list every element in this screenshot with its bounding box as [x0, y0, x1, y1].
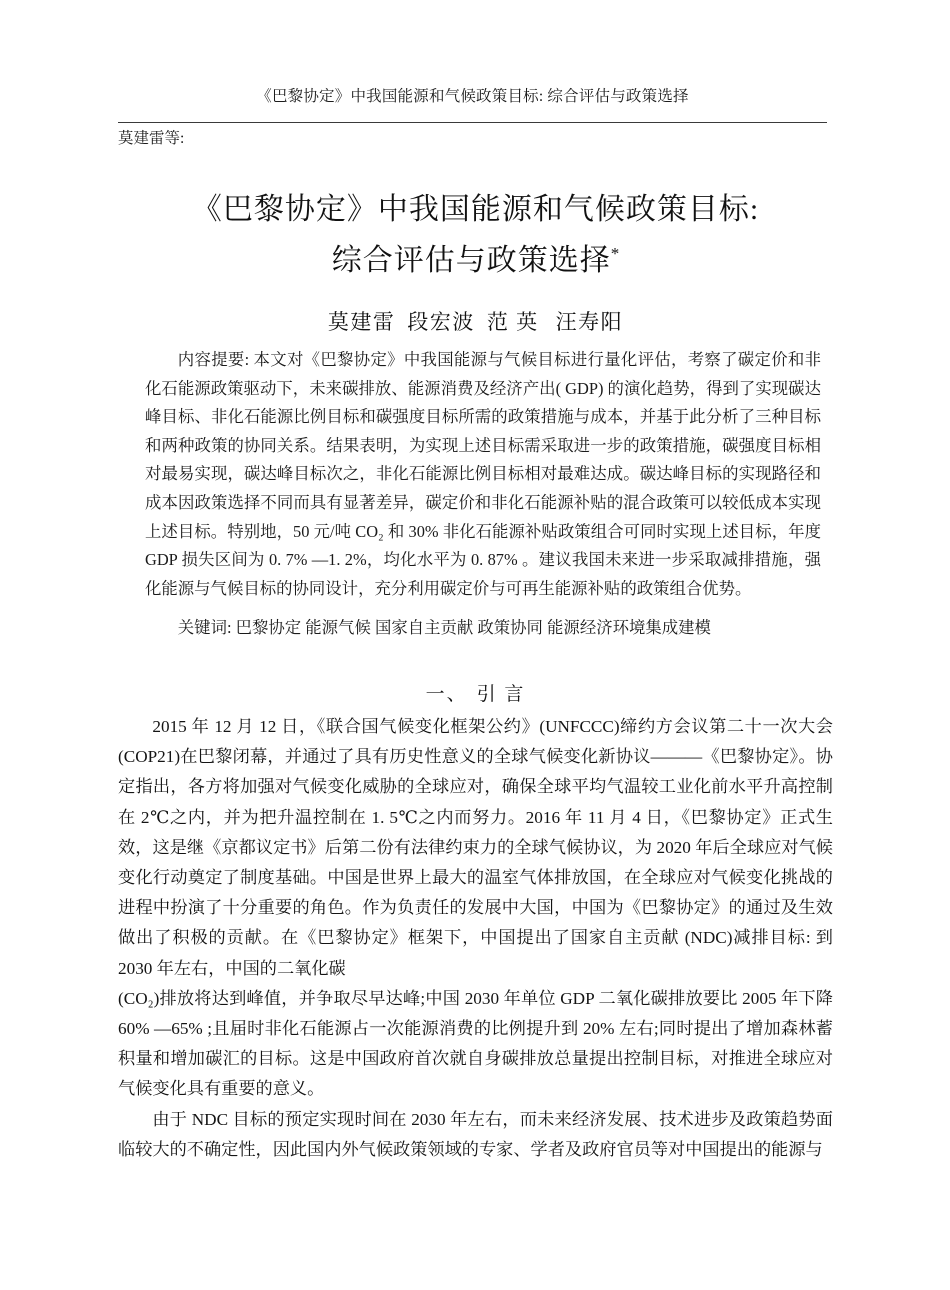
article-title-line-1: 《巴黎协定》中我国能源和气候政策目标: [191, 193, 760, 226]
section-heading-introduction [118, 679, 833, 706]
body-content [118, 712, 833, 1165]
folio-author-label: 莫建雷等: [118, 130, 185, 147]
section-heading-title: 引 言 [476, 684, 526, 705]
article-title-line-2-text: 综合评估与政策选择 [331, 244, 611, 277]
abstract-section [145, 346, 821, 603]
body-paragraph-3: 由于 NDC 目标的预定实现时间在 2030 年左右，而未来经济发展、技术进步及政策趋势面临较大的不确定性，因此国内外气候政策领域的专家、学者及政府官员等对中国提出的能源与 [118, 1109, 833, 1159]
author-2: 段宏波 [407, 310, 475, 334]
author-4: 汪寿阳 [555, 310, 624, 334]
body-paragraph-2: (CO₂)排放将达到峰值，并争取尽早达峰;中国 2030 年单位 GDP 二氧化碳排放要比 2005 年下降 60% —65% ;且届时非化石能源占一次能源消费的比例提升到 20% 左右;同时提出了增加森林蓄积量和增加碳汇的目标。这是中国政府首次就自身碳排放总量提出控制目标，对推进全球应对气候变化具有重要的意义。 [118, 988, 833, 1099]
author-3: 范 英 [486, 310, 539, 334]
keywords-line: 关键词: 巴黎协定 能源气候 国家自主贡献 政策协同 能源经济环境集成建模 [177, 618, 711, 637]
header-divider-rule [118, 122, 827, 123]
body-paragraph-1: 2015 年 12 月 12 日，《联合国气候变化框架公约》(UNFCCC)缔约方会议第二十一次大会 (COP21)在巴黎闭幕，并通过了具有历史性意义的全球气候变化新协议———《巴黎协定》。协定指出，各方将加强对气候变化威胁的全球应对，确保全球平均气温较工业化前水平升高控制在 2℃之内，并为把升温控制在 1. 5℃之内而努力。2016 年 11 月 4 日，《巴黎协定》正式生效，这是继《京都议定书》后第二份有法律约束力的全球气候协议，为 2020 年后全球应对气候变化行动奠定了制度基础。中国是世界上最大的温室气体排放国，在全球应对气候变化挑战的进程中扮演了十分重要的角色。作为负责任的发展中大国，中国为《巴黎协定》的通过及生效做出了积极的贡献。在《巴黎协定》框架下，中国提出了国家自主贡献 (NDC)减排目标: 到 2030 年左右，中国的二氧化碳 [118, 717, 833, 978]
author-list [118, 306, 833, 336]
article-title [118, 188, 833, 283]
section-heading-number: 一、 [425, 684, 468, 705]
author-1: 莫建雷 [327, 310, 396, 334]
title-footnote-marker: * [610, 244, 620, 263]
article-title-line-2 [118, 232, 833, 283]
abstract-paragraph: 内容提要: 本文对《巴黎协定》中我国能源与气候目标进行量化评估，考察了碳定价和非化石能源政策驱动下，未来碳排放、能源消费及经济产出( GDP) 的演化趋势，得到了实现碳达峰目标、非化石能源比例目标和碳强度目标所需的政策措施与成本，并基于此分析了三种目标和两种政策的协同关系。结果表明，为实现上述目标需采取进一步的政策措施，碳强度目标相对最易实现，碳达峰目标次之，非化石能源比例目标相对最难达成。碳达峰目标的实现路径和成本因政策选择不同而具有显著差异，碳定价和非化石能源补贴的混合政策可以较低成本实现上述目标。特别地，50 元/吨 CO₂ 和 30% 非化石能源补贴政策组合可同时实现上述目标，年度 GDP 损失区间为 0. 7% —1. 2%，均化水平为 0. 87% 。建议我国未来进一步采取减排措施，强化能源与气候目标的协同设计，充分利用碳定价与可再生能源补贴的政策组合优势。 [145, 350, 821, 598]
running-head-title: 《巴黎协定》中我国能源和气候政策目标: 综合评估与政策选择 [256, 88, 689, 105]
